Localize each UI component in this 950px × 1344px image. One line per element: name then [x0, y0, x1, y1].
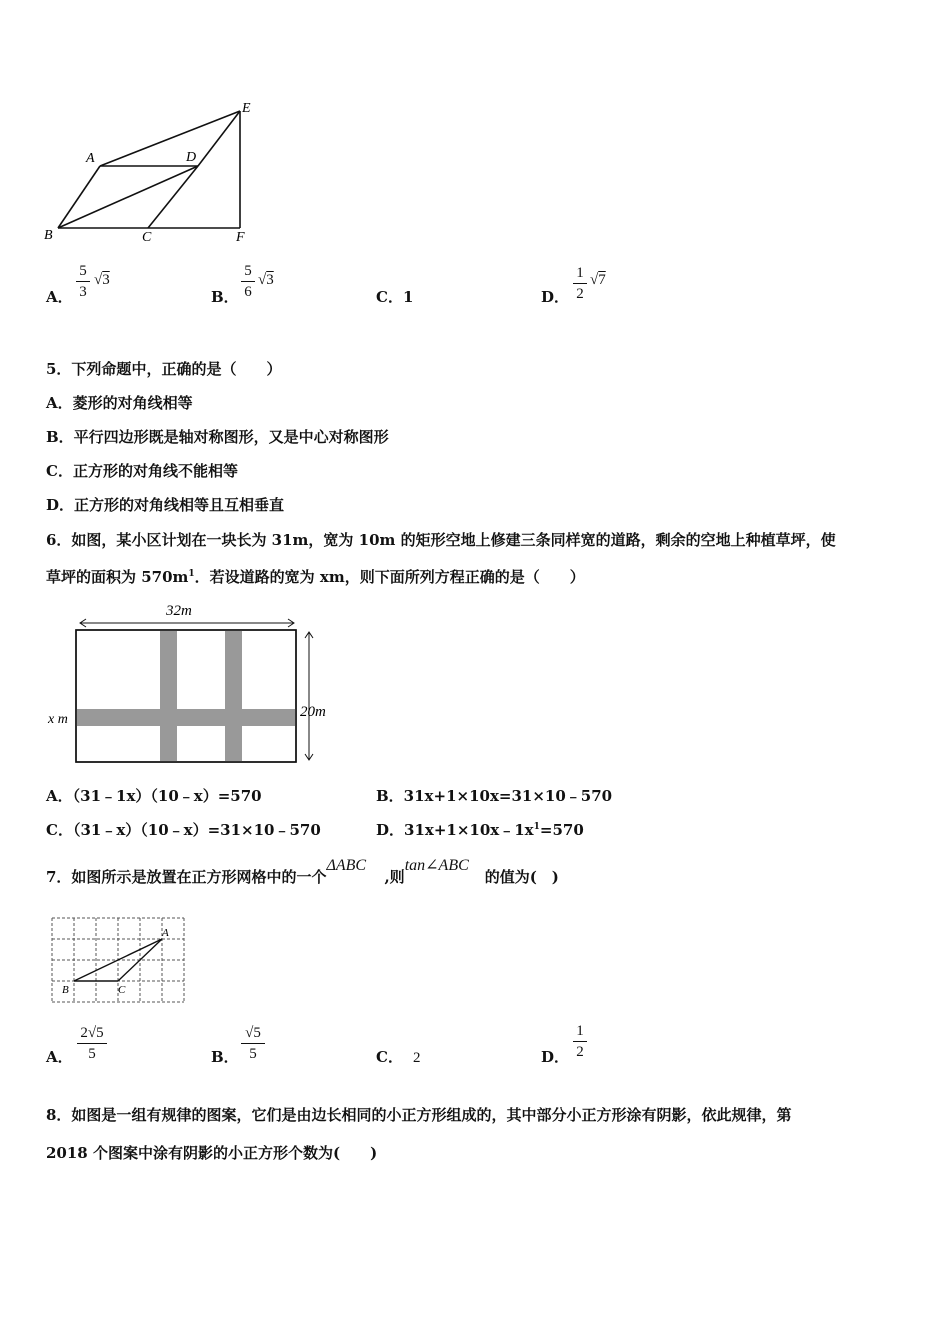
q7-option-b[interactable] — [211, 1046, 239, 1067]
option-letter: B． — [211, 288, 239, 306]
q8-stem-line2: 2018 个图案中涂有阴影的小正方形个数为( ) — [46, 1144, 378, 1162]
q6-option-d[interactable]: D．$31x+1\times 10x﹣1x^1=570$ — [376, 821, 584, 839]
q5-stem: 5．下列命题中，正确的是（ ） — [46, 360, 282, 378]
q5-option-a[interactable]: A．菱形的对角线相等 — [46, 394, 193, 412]
option-letter: B． — [211, 1048, 239, 1066]
q7-label-B: B — [62, 984, 69, 996]
q6-figure — [44, 598, 344, 770]
q5-option-c[interactable]: C．正方形的对角线不能相等 — [46, 462, 238, 480]
q7-d-fraction — [573, 1022, 587, 1061]
q7-grid-figure — [44, 914, 194, 1009]
q4-a-sqrt: √3 — [94, 272, 110, 288]
option-letter: A． — [46, 1048, 73, 1066]
option-value: 1 — [402, 288, 414, 306]
option-value: 2 — [412, 1050, 421, 1066]
q4-option-c[interactable] — [376, 286, 413, 307]
q5-option-b[interactable]: B．平行四边形既是轴对称图形，又是中心对称图形 — [46, 428, 389, 446]
q6-option-c[interactable]: C．（31﹣x）（10﹣x）=31×10﹣570 — [46, 821, 321, 839]
label-B: B — [44, 228, 53, 243]
option-letter: C． — [376, 1048, 403, 1066]
denominator: 2 — [576, 1044, 584, 1060]
q7-stem: 7．如图所示是放置在正方形网格中的一个ΔABC,则tan∠ABC的值为( ) — [46, 857, 559, 886]
numerator: 1 — [576, 1023, 584, 1039]
option-letter: C． — [376, 288, 403, 306]
q6-left-label: x m — [48, 712, 68, 727]
numerator: 1 — [576, 265, 584, 281]
denominator: 5 — [249, 1046, 257, 1062]
q4-d-sqrt: √7 — [590, 272, 606, 288]
q7-a-fraction — [77, 1024, 107, 1063]
q6-right-label: 20m — [300, 704, 326, 720]
q7-label-C: C — [118, 984, 126, 996]
q4-option-a[interactable] — [46, 286, 73, 307]
numerator: 5 — [244, 263, 252, 279]
q4-b-fraction — [241, 262, 255, 301]
denominator: 5 — [88, 1046, 96, 1062]
numerator: 5 — [79, 263, 87, 279]
q6-option-b[interactable]: B．31x+1×10x=31×10﹣570 — [376, 787, 613, 805]
q4-option-b[interactable] — [211, 286, 239, 307]
q4-b-sqrt: √3 — [258, 272, 274, 288]
numerator: 2√5 — [80, 1025, 104, 1041]
q6-top-label: 32m — [166, 603, 192, 619]
label-A: A — [86, 151, 95, 166]
option-letter: D． — [541, 288, 570, 306]
q4-a-fraction — [76, 262, 90, 301]
denominator: 3 — [79, 284, 87, 300]
option-letter: A． — [46, 288, 73, 306]
denominator: 2 — [576, 286, 584, 302]
q6-option-a[interactable]: A．（31﹣1x）（10﹣x）=570 — [46, 787, 262, 805]
q6-stem-line1: 6．如图，某小区计划在一块长为 31m，宽为 10m 的矩形空地上修建三条同样宽的道路，剩余的空地上种植草坪，使 — [46, 531, 836, 549]
denominator: 6 — [244, 284, 252, 300]
q4-d-fraction — [573, 264, 587, 303]
label-F: F — [236, 230, 245, 245]
q6-stem-line2: 草坪的面积为 $570m^1$．若设道路的宽为 xm，则下面所列方程正确的是（ ） — [46, 568, 585, 586]
q8-stem-line1: 8．如图是一组有规律的图案，它们是由边长相同的小正方形组成的，其中部分小正方形涂有阴影，依此规律，第 — [46, 1106, 792, 1124]
q7-option-c[interactable] — [376, 1046, 420, 1067]
q7-label-A: A — [162, 927, 169, 939]
label-E: E — [242, 101, 251, 116]
q5-option-d[interactable]: D．正方形的对角线相等且互相垂直 — [46, 496, 285, 514]
q7-b-fraction — [241, 1024, 265, 1063]
q4-option-d[interactable] — [541, 286, 569, 307]
option-letter: D． — [541, 1048, 570, 1066]
q7-option-a[interactable] — [46, 1046, 73, 1067]
label-C: C — [142, 230, 152, 245]
q7-option-d[interactable] — [541, 1046, 569, 1067]
numerator: √5 — [245, 1025, 261, 1041]
q4-figure — [40, 98, 270, 248]
label-D: D — [186, 150, 197, 165]
